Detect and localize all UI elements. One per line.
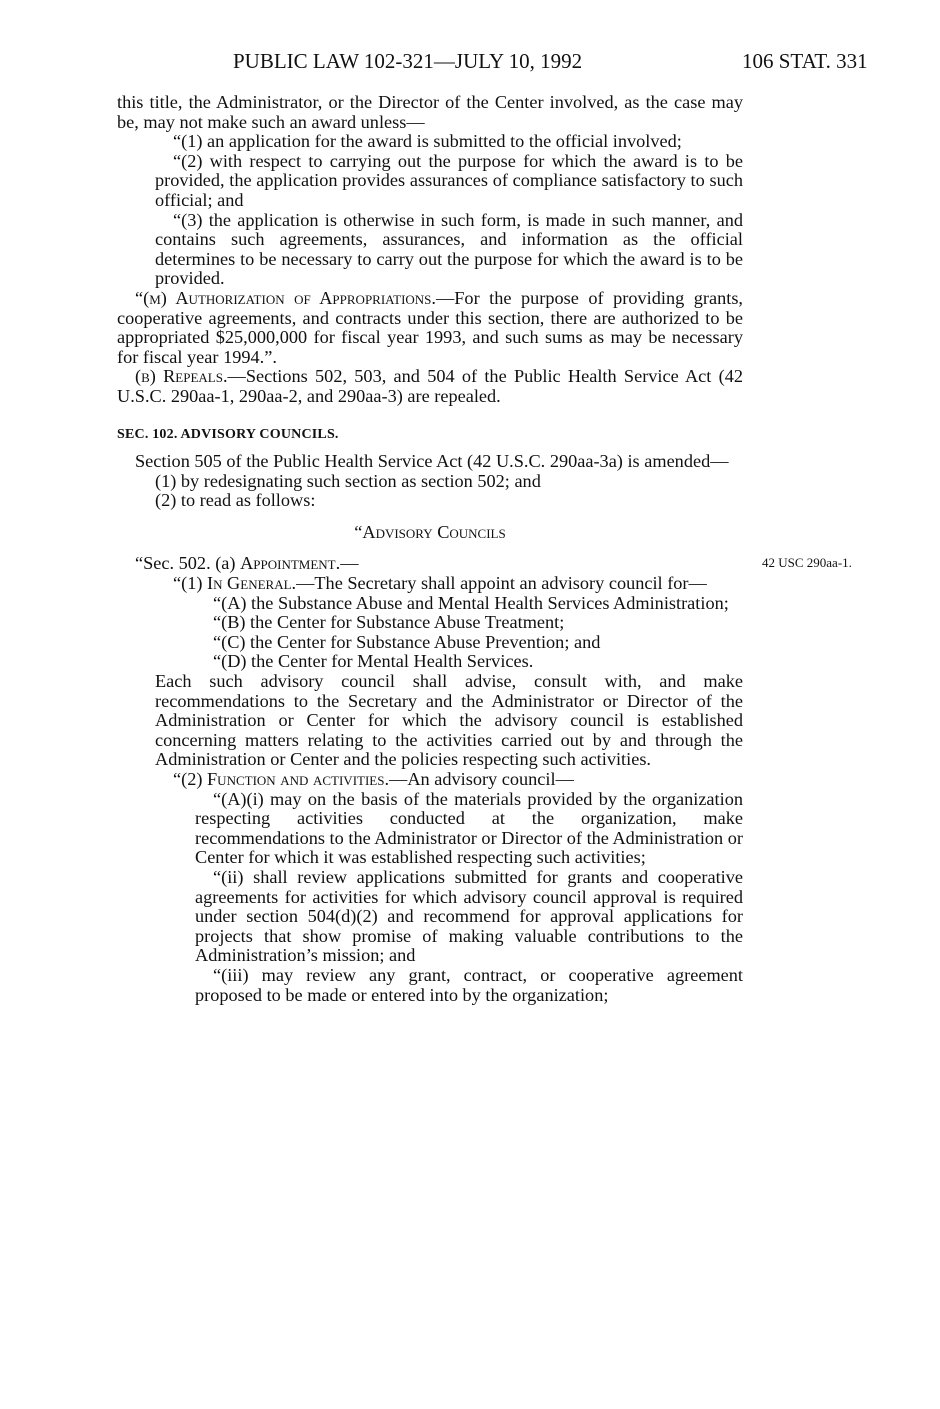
section-heading: SEC. 102. ADVISORY COUNCILS. xyxy=(117,426,339,442)
paragraph-a2 xyxy=(117,770,743,790)
subsection-b xyxy=(117,367,743,406)
subsection-b-text: —Sections 502, 503, and 504 of the Public Health Service Act (42 U.S.C. 290aa-1, 290aa-2, and 290aa-3) are repealed. xyxy=(117,366,743,406)
margin-citation: 42 USC 290aa-1. xyxy=(762,555,852,570)
paragraph-a2-heading: Function and activities. xyxy=(207,769,390,789)
subsection-b-heading: (b) Repeals. xyxy=(135,366,228,387)
clause-3: “(3) the application is otherwise in such form, is made in such manner, and contains such agreements, assurances, and information as the official determines to be necessary to carry out the purpose for which the award is to be provided. xyxy=(155,209,743,289)
subparagraph-A: “(A) the Substance Abuse and Mental Health Services Administration; xyxy=(213,592,729,613)
clause-1: “(1) an application for the award is submitted to the official involved; xyxy=(173,131,682,152)
document-body xyxy=(117,93,743,1005)
clause-Ai: “(A)(i) may on the basis of the materials provided by the organization respecting activities conducted at the organization, make recommendations to the Administrator or Director of the Administration or Center for which it was established respecting such activities; xyxy=(195,788,743,868)
amendment-item-2: (2) to read as follows: xyxy=(155,490,316,511)
subparagraph-D: “(D) the Center for Mental Health Services. xyxy=(213,651,534,672)
subsection-a-prefix: “Sec. 502. (a) xyxy=(135,553,241,574)
subsection-a-heading: Appointment. xyxy=(240,553,341,574)
flush-paragraph: Each such advisory council shall advise, consult with, and make recommendations to the Secretary and the Administrator or Director of the Administration or Center for which the advisory council is established concerning matters relating to the activities carried out by and through the Administration or Center and the policies respecting such activities. xyxy=(155,671,743,770)
section-intro: Section 505 of the Public Health Service Act (42 U.S.C. 290aa-3a) is amended— xyxy=(135,451,729,472)
paragraph-a1-prefix: “(1) xyxy=(173,573,208,594)
subsection-a xyxy=(117,554,743,574)
running-header-title: PUBLIC LAW 102-321—JULY 10, 1992 xyxy=(233,49,583,73)
paragraph-continuation: this title, the Administrator, or the Director of the Center involved, as the case may be, may not make such an award unless— xyxy=(117,92,743,132)
paragraph-a1-text: —The Secretary shall appoint an advisory council for— xyxy=(296,573,707,594)
clause-2: “(2) with respect to carrying out the purpose for which the award is to be provided, the application provides assurances of compliance satisfactory to such official; and xyxy=(155,150,743,210)
paragraph-a2-prefix: “(2) xyxy=(173,769,208,789)
paragraph-a1 xyxy=(117,574,743,594)
amendment-item-1: (1) by redesignating such section as section 502; and xyxy=(155,470,541,491)
paragraph-a2-text: —An advisory council— xyxy=(389,769,574,789)
paragraph-a1-heading: In General. xyxy=(207,573,297,594)
page-reference: 106 STAT. 331 xyxy=(742,49,868,73)
subparagraph-B: “(B) the Center for Substance Abuse Treatment; xyxy=(213,612,565,633)
subsection-m xyxy=(117,289,743,367)
clause-ii: “(ii) shall review applications submitted for grants and cooperative agreements for activities for which advisory council approval is required under section 504(d)(2) and recommend for approval applications for projects that show promise of making valuable contributions to the Administration’s mission; and xyxy=(195,866,743,966)
center-heading: “Advisory Councils xyxy=(354,521,506,542)
subparagraph-C: “(C) the Center for Substance Abuse Prevention; and xyxy=(213,631,601,652)
subsection-m-heading: “(m) Authorization of Appropriations. xyxy=(135,287,436,308)
subsection-m-text: —For the purpose of providing grants, cooperative agreements, and contracts under this section, there are authorized to be appropriated $25,000,000 for fiscal year 1993, and such sums as may be necessary for fiscal year 1994.”. xyxy=(117,287,743,367)
clause-iii: “(iii) may review any grant, contract, or cooperative agreement proposed to be made or entered into by the organization; xyxy=(195,964,743,1005)
subsection-a-dash: — xyxy=(340,553,359,574)
